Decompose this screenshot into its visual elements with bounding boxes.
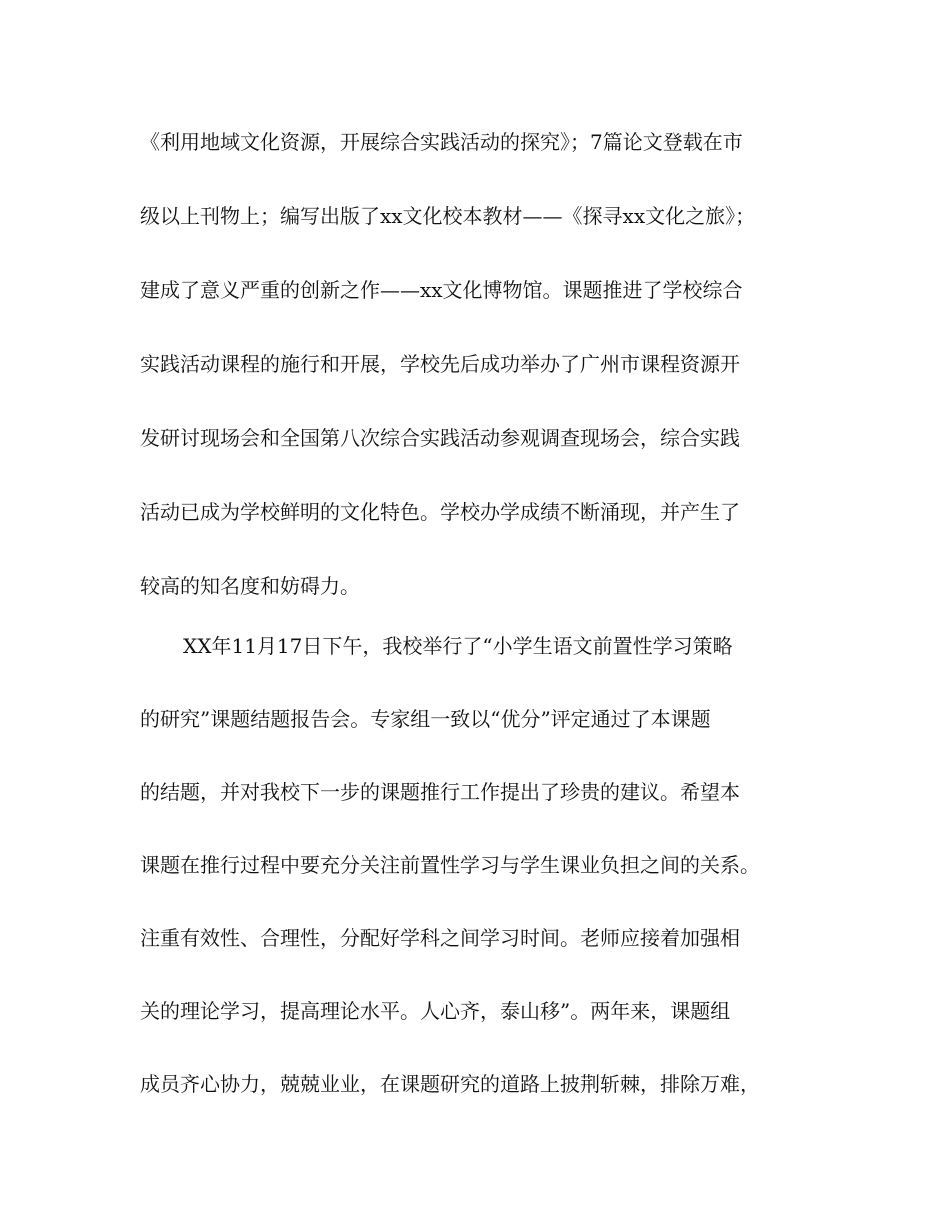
- body-text-line: 注重有效性、合理性，分配好学科之间学习时间。老师应接着加强相: [140, 926, 740, 950]
- body-text-line: 《利用地域文化资源，开展综合实践活动的探究》；7篇论文登载在市: [140, 130, 743, 154]
- paragraph-first-line: XX年11月17日下午，我校举行了“小学生语文前置性学习策略: [183, 634, 733, 658]
- body-text-line: 实践活动课程的施行和开展，学校先后成功举办了广州市课程资源开: [140, 352, 740, 376]
- body-text-line: 级以上刊物上；编写出版了xx文化校本教材——《探寻xx文化之旅》；: [140, 204, 756, 228]
- body-text-line: 关的理论学习，提高理论水平。人心齐，泰山移”。两年来，课题组: [140, 999, 731, 1023]
- body-text-line: 建成了意义严重的创新之作——xx文化博物馆。课题推进了学校综合: [140, 278, 743, 302]
- body-text-line: 发研讨现场会和全国第八次综合实践活动参观调查现场会，综合实践: [140, 426, 740, 450]
- body-text-line: 课题在推行过程中要充分关注前置性学习与学生课业负担之间的关系。: [140, 853, 760, 877]
- body-text-line: 成员齐心协力，兢兢业业，在课题研究的道路上披荆斩棘，排除万难，: [140, 1072, 760, 1096]
- body-text-line: 的研究”课题结题报告会。专家组一致以“优分”评定通过了本课题: [140, 707, 711, 731]
- body-text-line: 的结题，并对我校下一步的课题推行工作提出了珍贵的建议。希望本: [140, 780, 740, 804]
- body-text-line: 较高的知名度和妨碍力。: [140, 574, 360, 598]
- body-text-line: 活动已成为学校鲜明的文化特色。学校办学成绩不断涌现，并产生了: [140, 500, 740, 524]
